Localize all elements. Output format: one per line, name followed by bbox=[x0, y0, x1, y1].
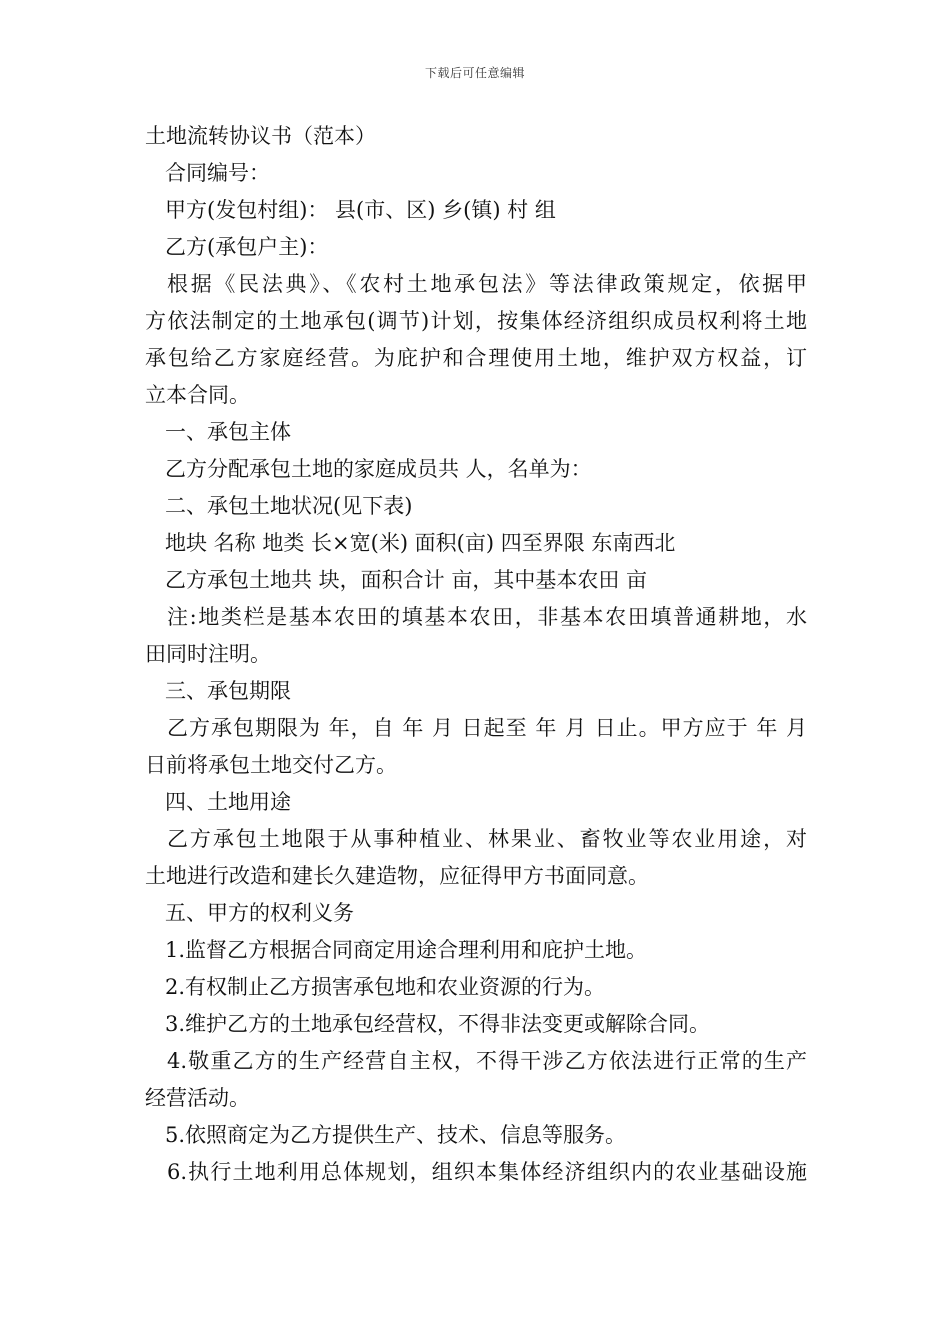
list-item: 6.执行土地利用总体规划，组织本集体经济组织内的农业基础设施 bbox=[167, 1160, 807, 1184]
list-item: 3.维护乙方的土地承包经营权，不得非法变更或解除合同。 bbox=[165, 1012, 711, 1036]
list-item: 5.依照商定为乙方提供生产、技术、信息等服务。 bbox=[165, 1123, 627, 1147]
paragraph-line: 乙方承包期限为 年，自 年 月 日起至 年 月 日止。甲方应于 年 月 bbox=[167, 716, 807, 740]
paragraph-line: 乙方承包土地限于从事种植业、林果业、畜牧业等农业用途，对 bbox=[167, 827, 807, 851]
list-item: 1.监督乙方根据合同商定用途合理利用和庇护土地。 bbox=[165, 938, 648, 962]
section-heading: 二、承包土地状况(见下表) bbox=[165, 494, 413, 518]
list-item: 4.敬重乙方的生产经营自主权，不得干涉乙方依法进行正常的生产 bbox=[167, 1049, 807, 1073]
document-body bbox=[145, 118, 807, 1191]
paragraph-line: 承包给乙方家庭经营。为庇护和合理使用土地，维护双方权益，订 bbox=[145, 346, 807, 370]
section-heading: 一、承包主体 bbox=[165, 420, 291, 444]
note-line: 田同时注明。 bbox=[145, 642, 271, 666]
paragraph-line: 乙方承包土地共 块，面积合计 亩，其中基本农田 亩 bbox=[165, 568, 648, 592]
list-item: 2.有权制止乙方损害承包地和农业资源的行为。 bbox=[165, 975, 606, 999]
paragraph-line: 日前将承包土地交付乙方。 bbox=[145, 753, 397, 777]
document-title: 土地流转协议书（范本） bbox=[145, 124, 376, 148]
section-heading: 五、甲方的权利义务 bbox=[165, 901, 354, 925]
section-heading: 三、承包期限 bbox=[165, 679, 291, 703]
table-header-line: 地块 名称 地类 长×宽(米) 面积(亩) 四至界限 东南西北 bbox=[165, 531, 676, 555]
section-heading: 四、土地用途 bbox=[165, 790, 291, 814]
paragraph-line: 方依法制定的土地承包(调节)计划，按集体经济组织成员权利将土地 bbox=[145, 309, 807, 333]
contract-number-line: 合同编号： bbox=[165, 161, 270, 185]
list-item: 经营活动。 bbox=[145, 1086, 250, 1110]
party-b-line: 乙方(承包户主)： bbox=[165, 235, 329, 259]
paragraph-line: 乙方分配承包土地的家庭成员共 人，名单为： bbox=[165, 457, 592, 481]
paragraph-line: 土地进行改造和建长久建造物，应征得甲方书面同意。 bbox=[145, 864, 649, 888]
party-a-line: 甲方(发包村组)： 县(市、区) 乡(镇) 村 组 bbox=[165, 198, 556, 222]
note-line: 注:地类栏是基本农田的填基本农田，非基本农田填普通耕地，水 bbox=[167, 605, 807, 629]
page-header-note: 下载后可任意编辑 bbox=[424, 66, 525, 80]
paragraph-line: 立本合同。 bbox=[145, 383, 250, 407]
paragraph-line: 根据《民法典》、《农村土地承包法》等法律政策规定，依据甲 bbox=[167, 272, 807, 296]
